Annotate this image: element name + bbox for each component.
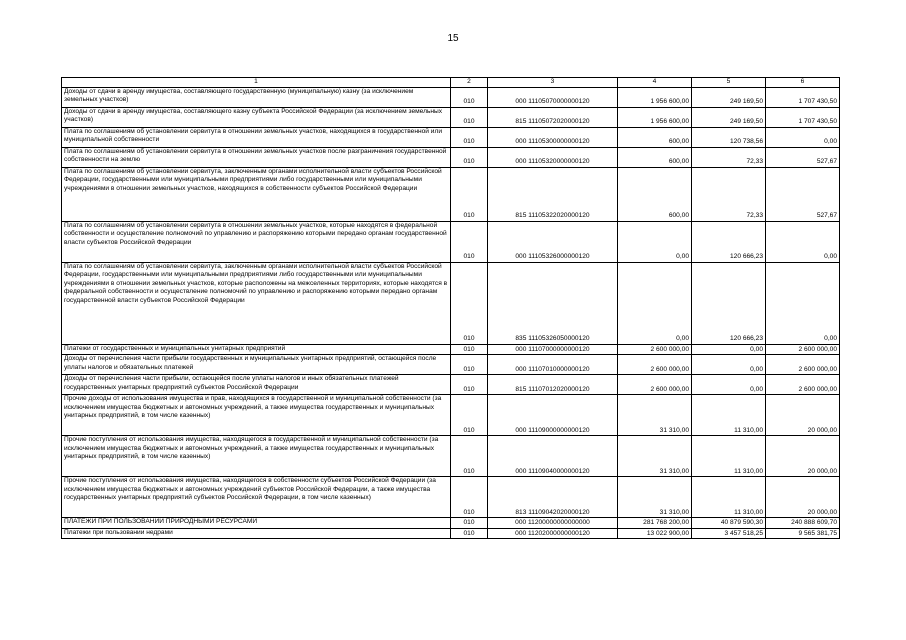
row-description: Доходы от сдачи в аренду имущества, составляющего казну субъекта Российской Федерации (за исключением земельных участков) <box>62 107 451 127</box>
header-cell: 6 <box>766 78 840 88</box>
row-budget-code: 000 11200000000000000 <box>488 518 618 529</box>
row-description: Платежи от государственных и муниципальных унитарных предприятий <box>62 344 451 355</box>
row-description: Плата по соглашениям об установлении сервитута в отношении земельных участков после разграничения государственной собственности на землю <box>62 147 451 167</box>
row-line-code: 010 <box>451 221 488 262</box>
row-description: Прочие поступления от использования имущества, находящегося в собственности субъектов Российской Федерации (за исключением имущества бюджетных и автономных учреждений субъектов Российской Федерации, а также имущества государственных унитарных предприятий субъектов Российской Федерации, в том числе казенных) <box>62 477 451 518</box>
row-value-col4: 600,00 <box>618 167 692 221</box>
row-value-col6: 527,67 <box>766 167 840 221</box>
row-line-code: 010 <box>451 528 488 539</box>
row-value-col6: 20 000,00 <box>766 436 840 477</box>
header-cell: 1 <box>62 78 451 88</box>
row-line-code: 010 <box>451 127 488 147</box>
row-value-col6: 2 600 000,00 <box>766 375 840 395</box>
table-row <box>62 518 840 529</box>
row-budget-code: 000 11202000000000120 <box>488 528 618 539</box>
row-line-code: 010 <box>451 355 488 375</box>
row-description: Плата по соглашениям об установлении сервитута в отношении земельных участков, которые находятся в федеральной собственности и осуществление полномочий по управлению и распоряжению которыми передано органам государственной власти субъектов Российской Федерации <box>62 221 451 262</box>
row-description: Прочие доходы от использования имущества и прав, находящихся в государственной и муниципальной собственности (за исключением имущества бюджетных и автономных учреждений, а также имущества государственных и муниципальных унитарных предприятий, в том числе казенных) <box>62 395 451 436</box>
row-value-col5: 249 169,50 <box>692 87 766 107</box>
row-value-col5: 72,33 <box>692 147 766 167</box>
row-value-col4: 0,00 <box>618 262 692 344</box>
table-row <box>62 221 840 262</box>
row-value-col4: 0,00 <box>618 221 692 262</box>
row-value-col6: 20 000,00 <box>766 395 840 436</box>
row-value-col4: 600,00 <box>618 127 692 147</box>
row-budget-code: 000 11109000000000120 <box>488 395 618 436</box>
table-row <box>62 107 840 127</box>
row-value-col4: 281 768 200,00 <box>618 518 692 529</box>
row-description: Платежи при пользовании недрами <box>62 528 451 539</box>
row-value-col5: 11 310,00 <box>692 477 766 518</box>
row-value-col4: 2 600 000,00 <box>618 344 692 355</box>
table-row <box>62 87 840 107</box>
row-value-col4: 31 310,00 <box>618 395 692 436</box>
row-value-col4: 13 022 900,00 <box>618 528 692 539</box>
table-row <box>62 127 840 147</box>
row-line-code: 010 <box>451 436 488 477</box>
row-budget-code: 835 11105326050000120 <box>488 262 618 344</box>
row-line-code: 010 <box>451 167 488 221</box>
table-row <box>62 375 840 395</box>
header-cell: 5 <box>692 78 766 88</box>
revenue-table <box>61 77 840 539</box>
table-row <box>62 262 840 344</box>
row-budget-code: 815 11107012020000120 <box>488 375 618 395</box>
row-budget-code: 815 11105322020000120 <box>488 167 618 221</box>
row-value-col6: 240 888 609,70 <box>766 518 840 529</box>
row-value-col4: 1 956 600,00 <box>618 107 692 127</box>
row-budget-code: 000 11105070000000120 <box>488 87 618 107</box>
header-cell: 2 <box>451 78 488 88</box>
row-value-col6: 0,00 <box>766 221 840 262</box>
row-value-col5: 72,33 <box>692 167 766 221</box>
row-value-col6: 527,67 <box>766 147 840 167</box>
row-description: ПЛАТЕЖИ ПРИ ПОЛЬЗОВАНИИ ПРИРОДНЫМИ РЕСУРСАМИ <box>62 518 451 529</box>
row-value-col6: 1 707 430,50 <box>766 107 840 127</box>
row-value-col5: 40 879 590,30 <box>692 518 766 529</box>
header-cell: 4 <box>618 78 692 88</box>
table-row <box>62 355 840 375</box>
row-budget-code: 000 11109040000000120 <box>488 436 618 477</box>
row-budget-code: 813 11109042020000120 <box>488 477 618 518</box>
row-value-col6: 9 565 381,75 <box>766 528 840 539</box>
row-line-code: 010 <box>451 107 488 127</box>
row-value-col6: 1 707 430,50 <box>766 87 840 107</box>
row-description: Доходы от перечисления части прибыли государственных и муниципальных унитарных предприятий, остающейся после уплаты налогов и обязательных платежей <box>62 355 451 375</box>
row-description: Доходы от сдачи в аренду имущества, составляющего государственную (муниципальную) казну (за исключением земельных участков) <box>62 87 451 107</box>
row-value-col4: 31 310,00 <box>618 477 692 518</box>
row-budget-code: 000 11107010000000120 <box>488 355 618 375</box>
row-value-col6: 2 600 000,00 <box>766 355 840 375</box>
row-value-col5: 120 666,23 <box>692 262 766 344</box>
row-value-col5: 120 666,23 <box>692 221 766 262</box>
row-value-col6: 0,00 <box>766 262 840 344</box>
row-description: Плата по соглашениям об установлении сервитута в отношении земельных участков, находящихся в государственной или муниципальной собственности <box>62 127 451 147</box>
row-description: Плата по соглашениям об установлении сервитута, заключенным органами исполнительной власти субъектов Российской Федерации, государственными или муниципальными предприятиями либо государственными или муниципальными учреждениями в отношении земельных участков, которые расположены на межселенных территориях, которые находятся в федеральной собственности и осуществление полномочий по управлению и распоряжению которыми передано органам государственной власти субъектов Российской Федерации <box>62 262 451 344</box>
row-description: Доходы от перечисления части прибыли, остающейся после уплаты налогов и иных обязательных платежей государственных унитарных предприятий субъектов Российской Федерации <box>62 375 451 395</box>
row-description: Прочие поступления от использования имущества, находящегося в государственной и муниципальной собственности (за исключением имущества бюджетных и автономных учреждений, а также имущества государственных и муниципальных унитарных предприятий, в том числе казенных) <box>62 436 451 477</box>
row-value-col4: 2 600 000,00 <box>618 355 692 375</box>
row-value-col4: 1 956 600,00 <box>618 87 692 107</box>
row-value-col5: 120 738,56 <box>692 127 766 147</box>
table-row <box>62 477 840 518</box>
row-line-code: 010 <box>451 87 488 107</box>
row-value-col5: 249 169,50 <box>692 107 766 127</box>
row-value-col4: 600,00 <box>618 147 692 167</box>
row-budget-code: 000 11107000000000120 <box>488 344 618 355</box>
row-value-col6: 20 000,00 <box>766 477 840 518</box>
header-cell: 3 <box>488 78 618 88</box>
row-line-code: 010 <box>451 262 488 344</box>
row-line-code: 010 <box>451 395 488 436</box>
row-budget-code: 000 11105326000000120 <box>488 221 618 262</box>
page-number: 15 <box>447 33 459 44</box>
table-row <box>62 167 840 221</box>
row-line-code: 010 <box>451 477 488 518</box>
row-value-col5: 3 457 518,25 <box>692 528 766 539</box>
row-description: Плата по соглашениям об установлении сервитута, заключенным органами исполнительной власти субъектов Российской Федерации, государственными или муниципальными предприятиями либо государственными или муниципальными учреждениями в отношении земельных участков, находящихся в собственности субъектов Российской Федерации <box>62 167 451 221</box>
row-value-col5: 0,00 <box>692 375 766 395</box>
table-row <box>62 147 840 167</box>
row-budget-code: 000 11105300000000120 <box>488 127 618 147</box>
row-value-col4: 2 600 000,00 <box>618 375 692 395</box>
row-value-col5: 11 310,00 <box>692 436 766 477</box>
row-line-code: 010 <box>451 344 488 355</box>
table-row <box>62 344 840 355</box>
table-row <box>62 528 840 539</box>
row-value-col5: 11 310,00 <box>692 395 766 436</box>
table-row <box>62 395 840 436</box>
row-value-col4: 31 310,00 <box>618 436 692 477</box>
row-budget-code: 815 11105072020000120 <box>488 107 618 127</box>
row-line-code: 010 <box>451 147 488 167</box>
row-value-col6: 0,00 <box>766 127 840 147</box>
row-line-code: 010 <box>451 375 488 395</box>
row-budget-code: 000 11105320000000120 <box>488 147 618 167</box>
table-row <box>62 436 840 477</box>
row-value-col6: 2 600 000,00 <box>766 344 840 355</box>
header-row <box>62 78 840 88</box>
row-line-code: 010 <box>451 518 488 529</box>
row-value-col5: 0,00 <box>692 344 766 355</box>
row-value-col5: 0,00 <box>692 355 766 375</box>
